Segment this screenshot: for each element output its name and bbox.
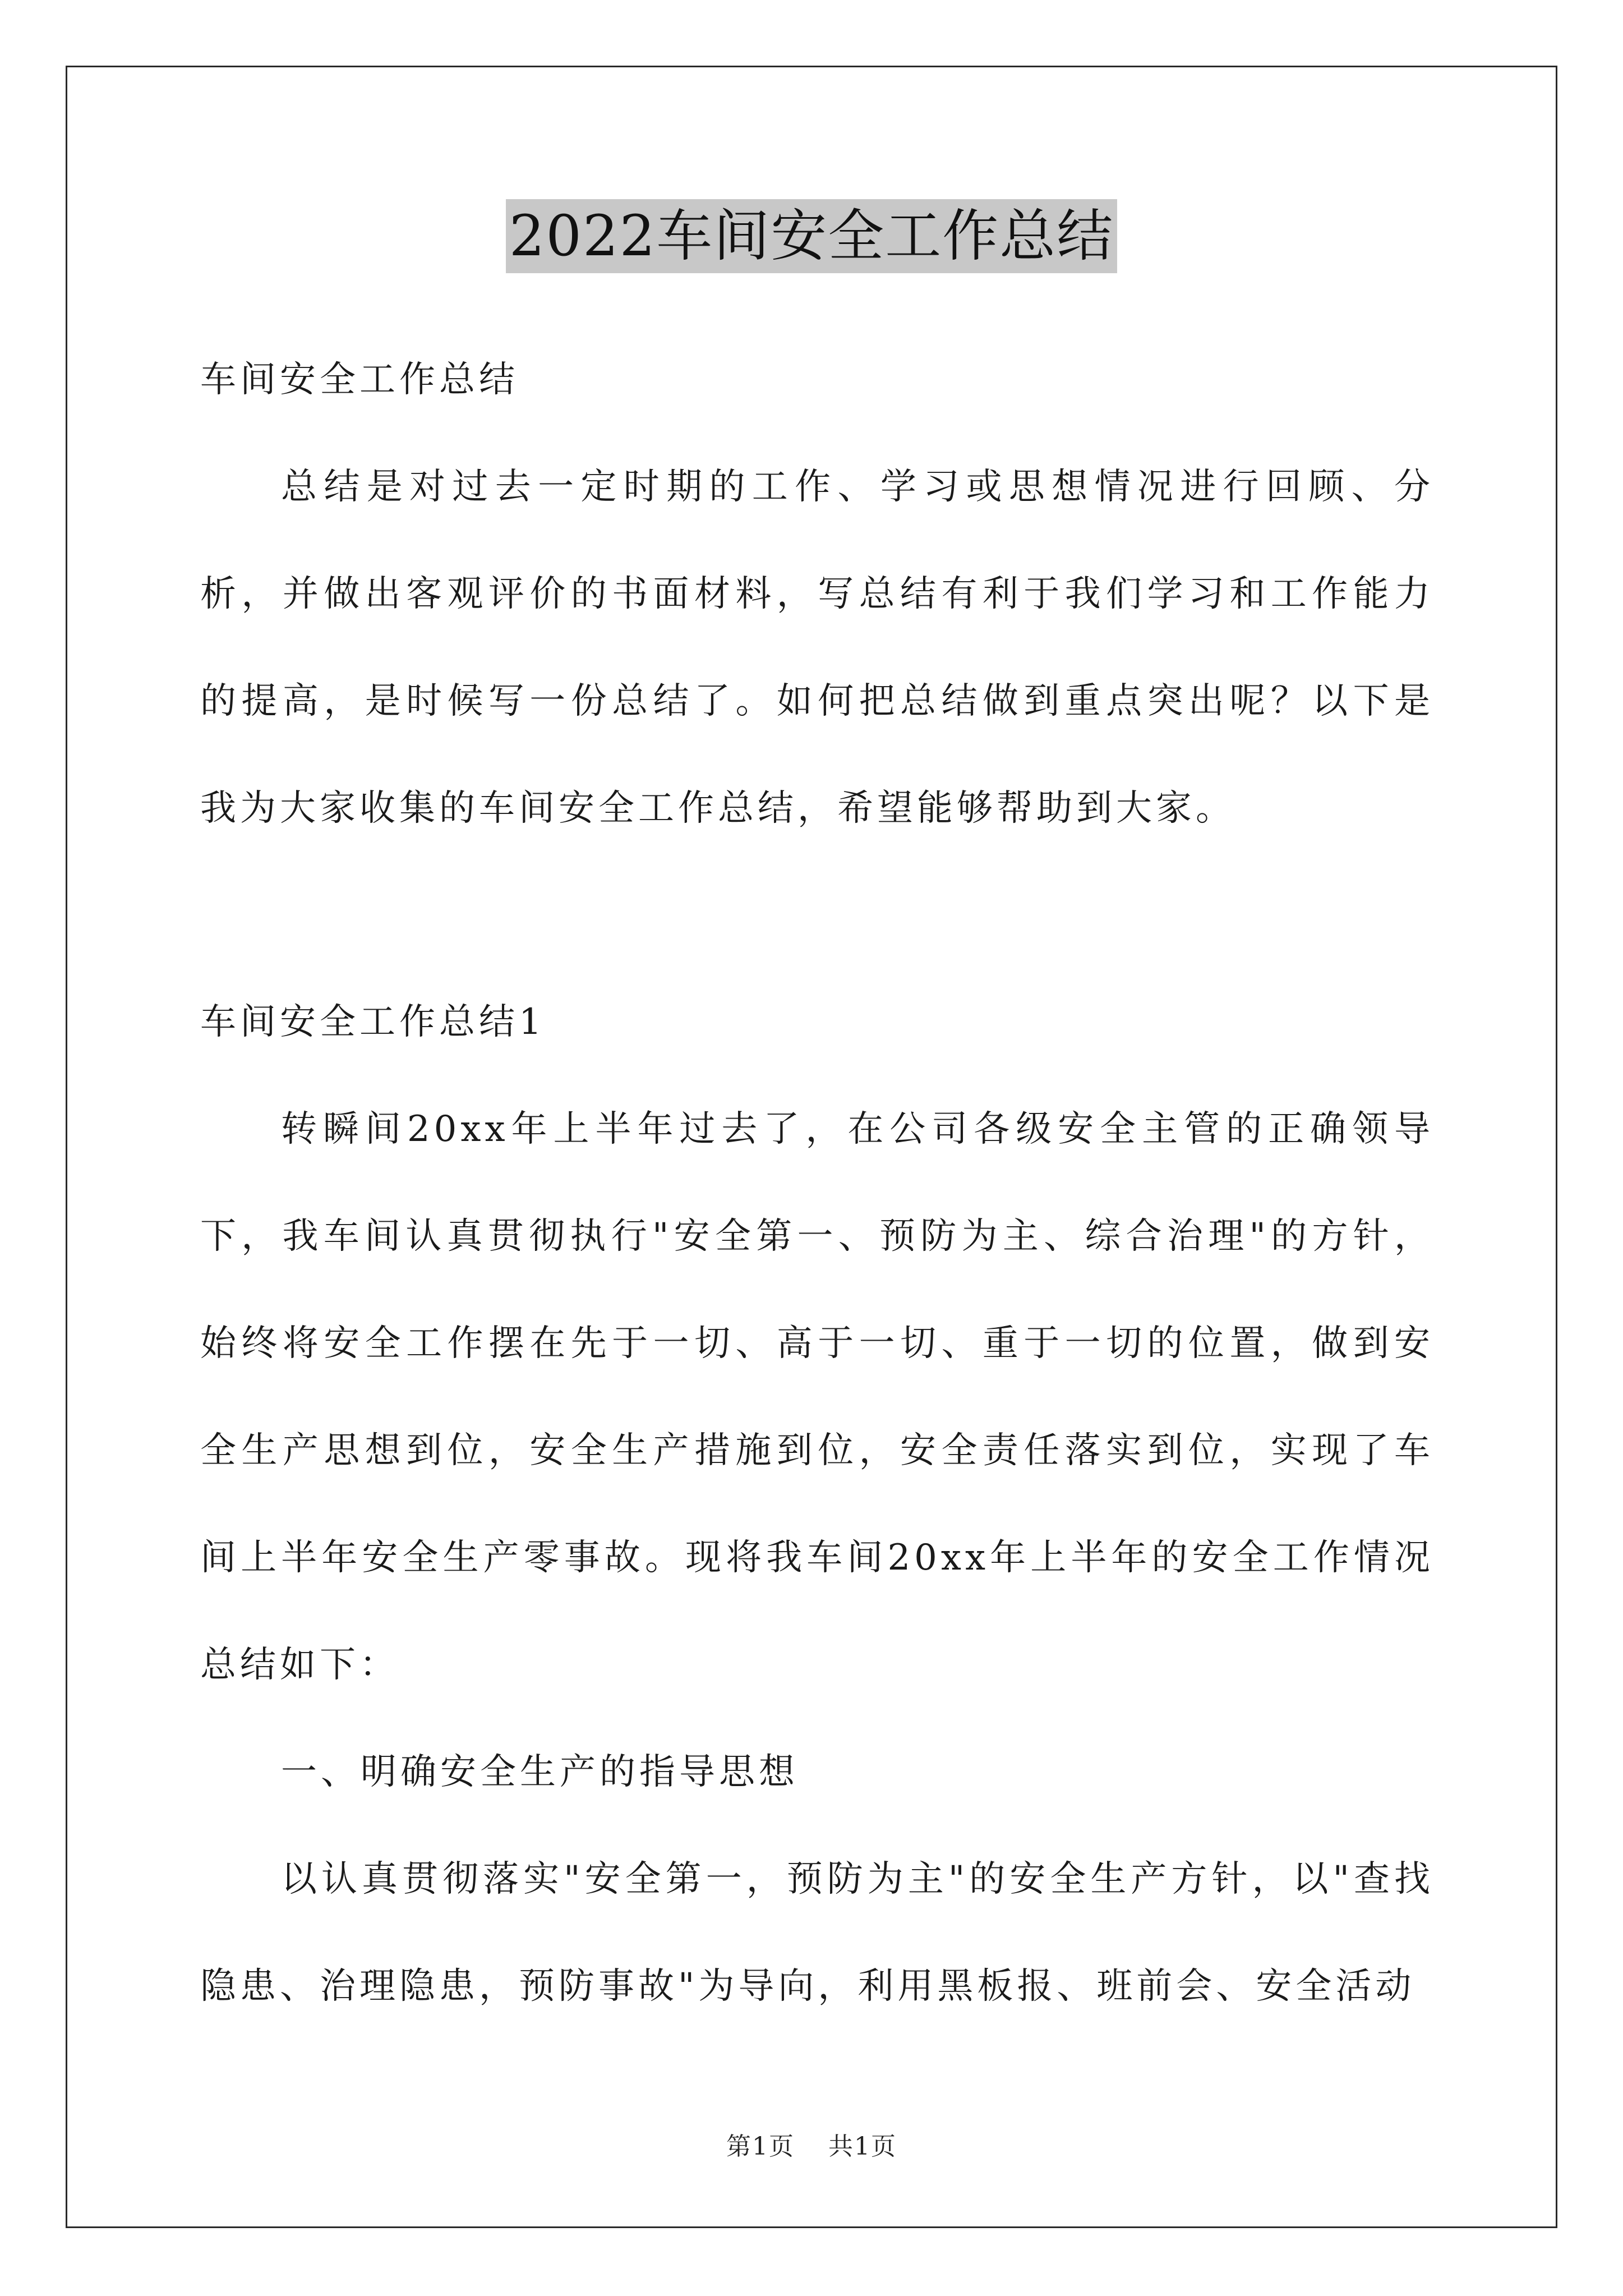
- document-body-upper: [200, 326, 1434, 862]
- paragraph-1: 转瞬间20xx年上半年过去了，在公司各级安全主管的正确领导下，我车间认真贯彻执行"安全第一、预防为主、综合治理"的方针，始终将安全工作摆在先于一切、高于一切、重于一切的位置，做到安全生产思想到位，安全生产措施到位，安全责任落实到位，实现了车间上半年安全生产零事故。现将我车间20xx年上半年的安全工作情况总结如下：: [200, 1108, 1434, 1686]
- section-heading-1: 一、明确安全生产的指导思想: [281, 1751, 799, 1793]
- page-footer: [0, 2126, 1623, 2162]
- intro-paragraph: 总结是对过去一定时期的工作、学习或思想情况进行回顾、分析，并做出客观评价的书面材料，写总结有利于我们学习和工作能力的提高，是时候写一份总结了。如何把总结做到重点突出呢？以下是我为大家收集的车间安全工作总结，希望能够帮助到大家。: [200, 466, 1434, 829]
- page-number: 第1页: [726, 2132, 795, 2161]
- document-title: 2022车间安全工作总结: [506, 199, 1118, 273]
- subtitle-1: 车间安全工作总结: [200, 359, 519, 401]
- page-total: 共1页: [828, 2132, 897, 2161]
- document-body-lower: [200, 969, 1434, 2040]
- paragraph-2: 以认真贯彻落实"安全第一，预防为主"的安全生产方针，以"查找隐患、治理隐患，预防事故"为导向，利用黑板报、班前会、安全活动: [200, 1858, 1434, 2007]
- subtitle-2: 车间安全工作总结1: [200, 1001, 546, 1043]
- title-wrap: [0, 199, 1623, 273]
